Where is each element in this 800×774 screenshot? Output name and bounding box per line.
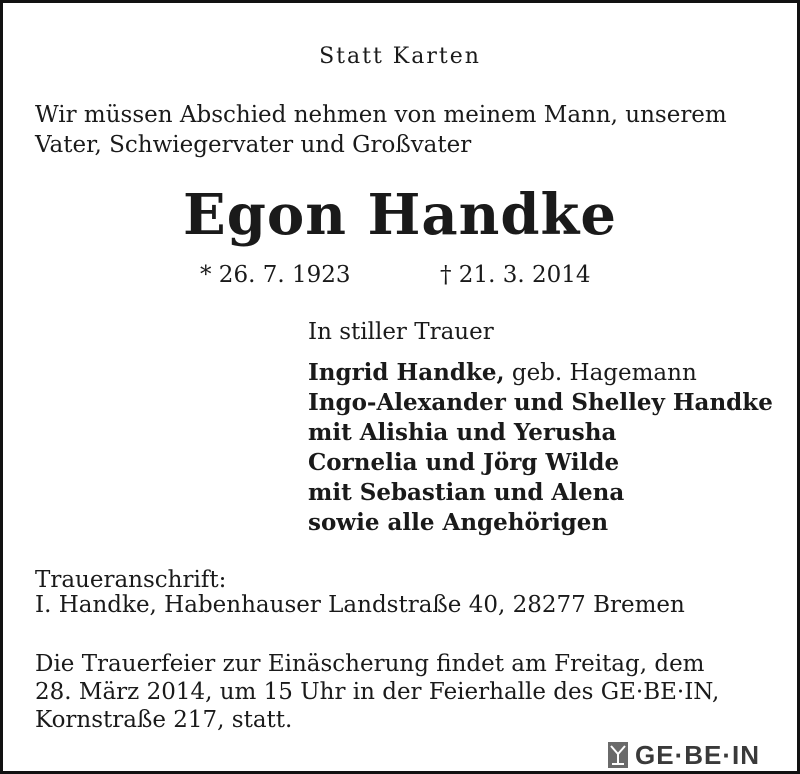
intro-line: Wir müssen Abschied nehmen von meinem Mann, unserem <box>35 102 727 128</box>
service-line: Die Trauerfeier zur Einäscherung findet am Freitag, dem <box>35 651 705 677</box>
mourner-line <box>308 448 773 478</box>
mourner-line <box>308 508 773 538</box>
mourning-heading: In stiller Trauer <box>308 319 494 345</box>
mourner-name: Ingrid Handke, <box>308 359 505 386</box>
mourner-line <box>308 418 773 448</box>
mourner-line <box>308 358 773 388</box>
mourners-list <box>308 358 773 538</box>
mourner-name: sowie alle Angehörigen <box>308 509 609 536</box>
service-info <box>35 650 719 734</box>
mourner-line <box>308 478 773 508</box>
service-line: Kornstraße 217, statt. <box>35 707 293 733</box>
mourner-name: Ingo-Alexander und Shelley Handke <box>308 389 773 416</box>
mourner-name: mit Alishia und Yerusha <box>308 419 617 446</box>
intro-text <box>35 100 727 160</box>
gebein-logo <box>607 737 760 773</box>
mourner-name: mit Sebastian und Alena <box>308 479 625 506</box>
intro-line: Vater, Schwiegervater und Großvater <box>35 132 472 158</box>
death-date: † 21. 3. 2014 <box>440 262 591 288</box>
birth-date: * 26. 7. 1923 <box>200 262 351 288</box>
header-text: Statt Karten <box>319 44 481 69</box>
service-line: 28. März 2014, um 15 Uhr in der Feierhalle des GE·BE·IN, <box>35 679 720 705</box>
mourner-maiden-name: geb. Hagemann <box>504 360 697 386</box>
mourner-name: Cornelia und Jörg Wilde <box>308 449 620 476</box>
mourner-line <box>308 388 773 418</box>
logo-mark-icon <box>607 742 629 768</box>
deceased-name: Egon Handke <box>183 182 617 248</box>
logo-text: GE·BE·IN <box>635 739 760 770</box>
address-value: I. Handke, Habenhauser Landstraße 40, 28277 Bremen <box>35 592 685 618</box>
address-label: Traueranschrift: <box>35 567 227 593</box>
